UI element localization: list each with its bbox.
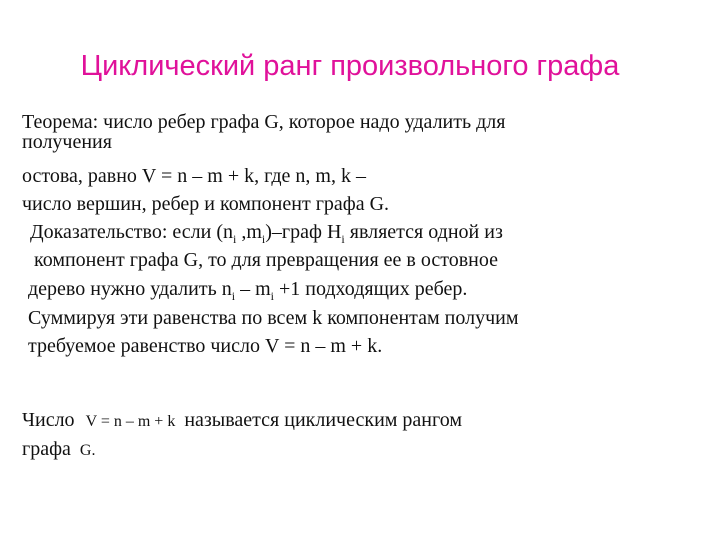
proof-text: является одной из — [344, 221, 503, 243]
subscript-i: i — [341, 232, 345, 246]
theorem-line-2: получения — [22, 131, 112, 153]
subscript-i: i — [233, 232, 237, 246]
proof-line-4: Суммируя эти равенства по всем k компонентам получим — [28, 307, 519, 329]
conclusion-text: G. — [79, 442, 96, 459]
conclusion-formula: V = n – m + k — [85, 413, 176, 430]
conclusion-text: Число — [22, 409, 75, 431]
conclusion-line-2 — [22, 438, 95, 462]
proof-text: дерево нужно удалить n — [28, 278, 232, 300]
subscript-i: i — [231, 289, 236, 303]
conclusion-text: графа — [22, 438, 71, 460]
theorem-line-4: число вершин, ребер и компонент графа G. — [22, 193, 390, 215]
proof-text: )–граф H — [265, 221, 342, 243]
subscript-i: i — [270, 289, 274, 303]
theorem-line-1: Теорема: число ребер графа G, которое надо удалить для — [22, 111, 506, 133]
conclusion-line-1 — [22, 409, 462, 433]
proof-line-3 — [28, 278, 467, 307]
theorem-line-3: остова, равно V = n – m + k, где n, m, k – — [22, 165, 366, 187]
proof-line-2: компонент графа G, то для превращения ее в остовное — [34, 249, 498, 271]
proof-text: Доказательство: если (n — [30, 221, 233, 243]
proof-line-1 — [30, 221, 503, 250]
conclusion-text: называется циклическим рангом — [184, 409, 462, 431]
proof-text: ,m — [236, 221, 262, 243]
slide-title: Циклический ранг произвольного графа — [80, 50, 620, 82]
proof-text: – m — [235, 278, 271, 300]
proof-text: +1 подходящих ребер. — [273, 278, 468, 300]
subscript-i: i — [261, 232, 266, 246]
proof-line-5: требуемое равенство число V = n – m + k. — [28, 335, 383, 357]
